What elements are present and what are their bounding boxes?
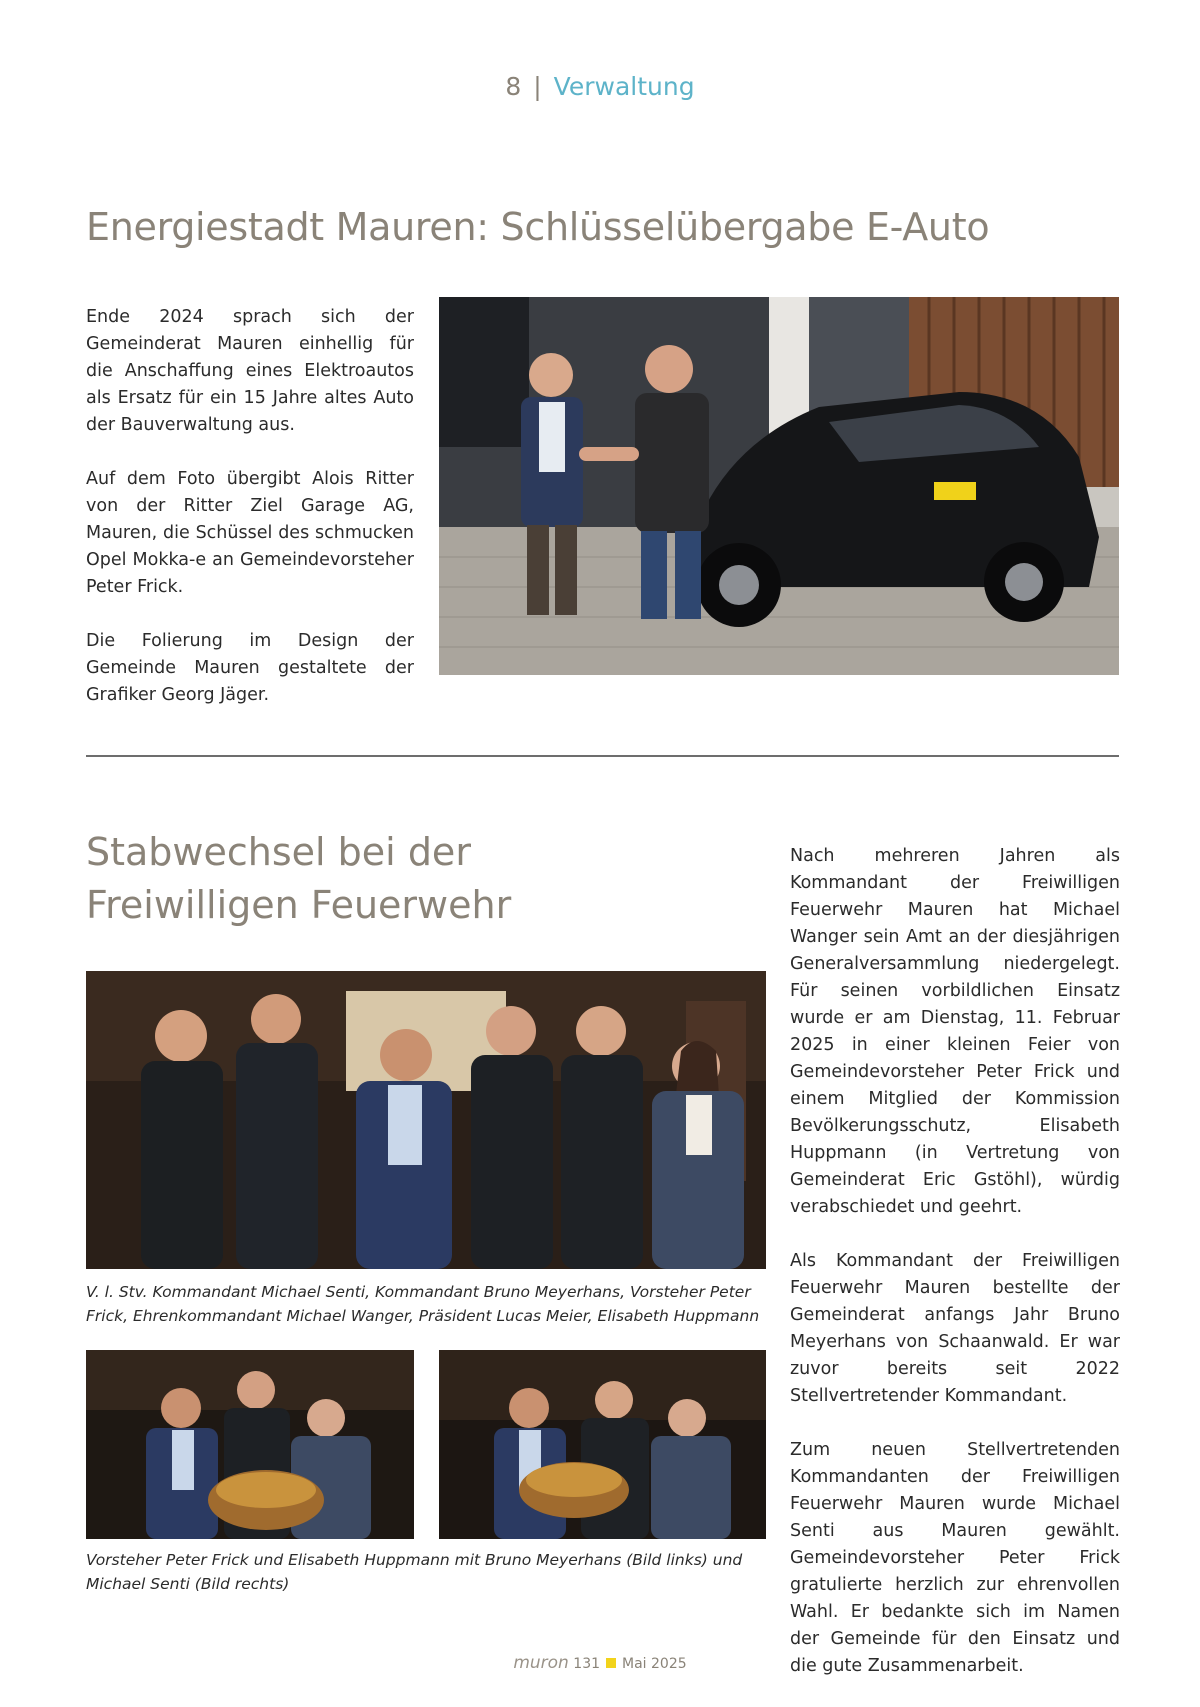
yellow-square-icon (606, 1658, 616, 1668)
article1-paragraph: Die Folierung im Design der Gemeinde Mauren gestaltete der Grafiker Georg Jäger. (86, 631, 414, 705)
photo-caption-small: Vorsteher Peter Frick und Elisabeth Huppmann mit Bruno Meyerhans (Bild links) und Michael Senti (Bild rechts) (86, 1551, 743, 1593)
photo-gift-meyerhans (86, 1350, 414, 1539)
article2-title-line1: Stabwechsel bei der (86, 830, 471, 874)
article1-paragraph: Ende 2024 sprach sich der Gemeinderat Mauren einhellig für die Anschaffung eines Elektroautos als Ersatz für ein 15 Jahre altes Auto der Bauverwaltung aus. (86, 307, 414, 435)
page-number: 8 (505, 72, 522, 101)
article2-paragraph: Als Kommandant der Freiwilligen Feuerwehr Mauren bestellte der Gemeinderat anfangs Jahr Bruno Meyerhans von Schaanwald. Er war zuvor bereits seit 2022 Stellvertretender Kommandant. (790, 1251, 1120, 1406)
section-divider (86, 755, 1119, 757)
magazine-name: muron (513, 1653, 569, 1673)
header-separator: | (533, 72, 542, 101)
page-footer (0, 1653, 1200, 1673)
section-title: Verwaltung (553, 72, 695, 101)
photo-group-firefighters (86, 971, 766, 1269)
photo-caption-main: V. l. Stv. Kommandant Michael Senti, Kommandant Bruno Meyerhans, Vorsteher Peter Frick, Ehrenkommandant Michael Wanger, Präsident Lucas Meier, Elisabeth Huppmann (86, 1283, 760, 1325)
photo-gift-senti (439, 1350, 766, 1539)
article1-paragraph: Auf dem Foto übergibt Alois Ritter von der Ritter Ziel Garage AG, Mauren, die Schüssel des schmucken Opel Mokka-e an Gemeindevorsteher Peter Frick. (86, 469, 414, 597)
article2-paragraph: Nach mehreren Jahren als Kommandant der Freiwilligen Feuerwehr Mauren hat Michael Wanger sein Amt an der diesjährigen Generalversammlung niedergelegt. Für seinen vorbildlichen Einsatz wurde er am Dienstag, 11. Februar 2025 in einer kleinen Feier von Gemeindevorsteher Peter Frick und einem Mitglied der Kommission Bevölkerungsschutz, Elisabeth Huppmann (in Vertretung von Gemeinderat Eric Gstöhl), würdig verabschiedet und geehrt. (790, 846, 1120, 1217)
article1-body (86, 304, 414, 736)
article2-title (86, 826, 726, 932)
page-header (0, 72, 1200, 101)
article1-title: Energiestadt Mauren: Schlüsselübergabe E-Auto (86, 205, 990, 249)
article2-body (790, 843, 1120, 1707)
photo-key-handover (439, 297, 1119, 675)
article2-paragraph: Zum neuen Stellvertretenden Kommandanten der Freiwilligen Feuerwehr Mauren wurde Michael Senti aus Mauren gewählt. Gemeindevorsteher Peter Frick gratulierte herzlich zur ehrenvollen Wahl. Er bedankte sich im Namen der Gemeinde für den Einsatz und die gute Zusammenarbeit. (790, 1440, 1120, 1676)
issue-date: Mai 2025 (622, 1656, 687, 1672)
article2-title-line2: Freiwilligen Feuerwehr (86, 883, 512, 927)
issue-number: 131 (573, 1656, 601, 1672)
